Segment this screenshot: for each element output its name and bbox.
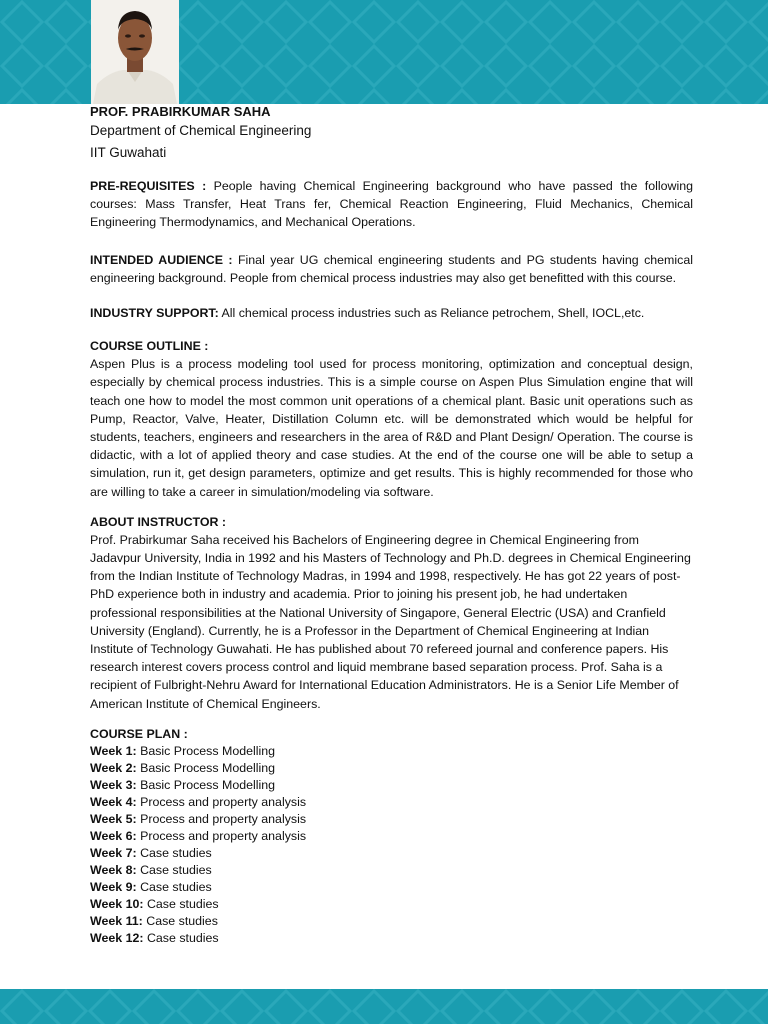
- week-label: Week 7:: [90, 845, 137, 860]
- week-topic: Basic Process Modelling: [140, 777, 276, 792]
- industry-label: INDUSTRY SUPPORT:: [90, 306, 219, 321]
- week-label: Week 1:: [90, 743, 137, 758]
- week-topic: Case studies: [146, 930, 219, 945]
- footer-diamond-pattern: [0, 989, 768, 1024]
- week-label: Week 6:: [90, 828, 137, 843]
- instructor-name: PROF. PRABIRKUMAR SAHA: [90, 104, 271, 119]
- industry-text: All chemical process industries such as Reliance petrochem, Shell, IOCL,etc.: [221, 306, 645, 321]
- audience-section: [90, 251, 693, 287]
- week-topic: Case studies: [140, 879, 212, 894]
- course-plan-item: [90, 777, 693, 794]
- week-label: Week 11:: [90, 913, 143, 928]
- outline-text: Aspen Plus is a process modeling tool used for process monitoring, optimization and conceptual design, especially by chemical process industries. This is a simple course on Aspen Plus Simulation engine that will teach one how to model the most common unit operations of a chemical plant. Basic unit operations such as Pump, Reactor, Valve, Heater, Distillation Column etc. will be demonstrated which would be helpful for students, teachers, engineers and researchers in the area of R&D and Plant Design/ Operation. The course is didactic, with a lot of applied theory and case studies. At the end of the course one will be able to setup a simulation, run it, get design parameters, optimize and get results. This is highly recommended for those who are willing to take a career in simulation/modeling via software.: [90, 357, 693, 499]
- audience-label: INTENDED AUDIENCE :: [90, 252, 233, 267]
- week-label: Week 3:: [90, 777, 137, 792]
- course-plan-item: [90, 862, 693, 879]
- week-topic: Case studies: [146, 896, 219, 911]
- course-plan-item: [90, 760, 693, 777]
- about-text: Prof. Prabirkumar Saha received his Bachelors of Engineering degree in Chemical Engineering from Jadavpur University, India in 1992 and his Masters of Technology and Ph.D. degrees in Chemical Engineering from the Indian Institute of Technology Madras, in 1994 and 1998, respectively. He has got 22 years of post-PhD experience both in industry and academia. Prior to joining his present job, he had undertaken professional responsibilities at the National University of Singapore, General Electric (USA) and Cranfield University (England). Currently, he is a Professor in the Department of Chemical Engineering at Indian Institute of Technology Guwahati. He has published about 70 refereed journal and conference papers. His research interest covers process control and liquid membrane based separation process. Prof. Saha is a recipient of Fulbright-Nehru Award for International Education Administrators. He is a Senior Life Member of American Institute of Chemical Engineers.: [90, 532, 691, 711]
- week-topic: Case studies: [146, 913, 218, 928]
- week-topic: Process and property analysis: [140, 811, 307, 826]
- week-topic: Process and property analysis: [140, 828, 307, 843]
- course-plan-item: [90, 828, 693, 845]
- course-plan-item: [90, 879, 693, 896]
- course-document: [90, 103, 693, 947]
- week-label: Week 10:: [90, 896, 144, 911]
- prerequisites-text: People having Chemical Engineering background who have passed the following courses: Mass Transfer, Heat Trans fer, Chemical Reaction Engineering, Fluid Mechanics, Chemical Engineering Thermodynamics, and Mechanical Operations.: [90, 179, 693, 230]
- week-label: Week 4:: [90, 794, 137, 809]
- plan-heading: COURSE PLAN :: [90, 726, 188, 741]
- week-topic: Case studies: [140, 845, 212, 860]
- course-plan-item: [90, 896, 693, 913]
- week-topic: Basic Process Modelling: [140, 760, 276, 775]
- course-plan-item: [90, 794, 693, 811]
- course-plan-item: [90, 845, 693, 862]
- instructor-institute: IIT Guwahati: [90, 145, 167, 160]
- prerequisites-section: [90, 177, 693, 232]
- industry-section: [90, 304, 693, 322]
- audience-text: Final year UG chemical engineering students and PG students having chemical engineering background. People from chemical process industries may also get benefitted with this course.: [90, 252, 693, 285]
- instructor-department: Department of Chemical Engineering: [90, 123, 312, 138]
- week-label: Week 12:: [90, 930, 144, 945]
- week-topic: Basic Process Modelling: [140, 743, 276, 758]
- footer-band: [0, 989, 768, 1024]
- about-heading: ABOUT INSTRUCTOR :: [90, 514, 227, 529]
- course-plan-item: [90, 913, 693, 930]
- week-topic: Case studies: [140, 862, 212, 877]
- instructor-photo: [91, 0, 179, 104]
- week-topic: Process and property analysis: [140, 794, 307, 809]
- outline-heading: COURSE OUTLINE :: [90, 339, 209, 354]
- week-label: Week 8:: [90, 862, 137, 877]
- course-plan-item: [90, 811, 693, 828]
- week-label: Week 9:: [90, 879, 137, 894]
- course-plan-item: [90, 743, 693, 760]
- prerequisites-label: PRE-REQUISITES :: [90, 179, 207, 193]
- course-plan-list: [90, 743, 693, 947]
- course-plan-item: [90, 930, 693, 947]
- week-label: Week 5:: [90, 811, 137, 826]
- week-label: Week 2:: [90, 760, 137, 775]
